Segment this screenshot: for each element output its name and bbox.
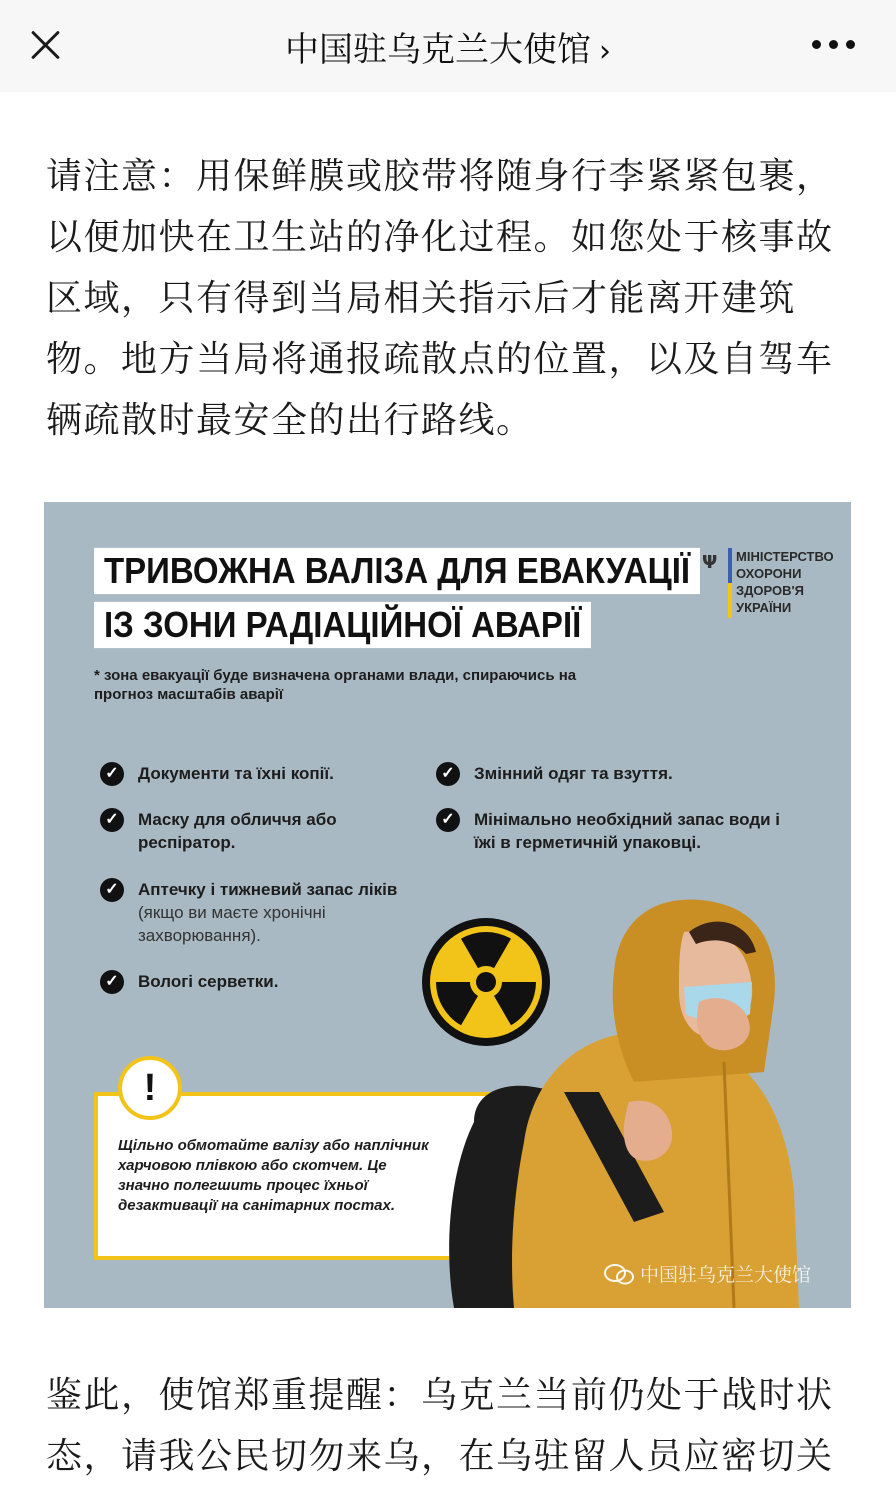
ministry-logo [702, 548, 832, 628]
check-icon: ✓ [100, 762, 124, 786]
warning-text: Щільно обмотайте валізу або наплічник харчовою плівкою або скотчем. Це значно полегшить процес їхньої дезактивації на санітарних постах. [118, 1137, 429, 1214]
checklist-item: ✓ Аптечку і тижневий запас ліків (якщо ви маєте хронічні захворювання). [138, 878, 408, 947]
check-icon: ✓ [436, 762, 460, 786]
check-icon: ✓ [100, 878, 124, 902]
person-illustration [434, 892, 851, 1308]
checklist-item: ✓ Змінний одяг та взуття. [474, 762, 784, 785]
flag-bar [728, 548, 732, 618]
ministry-name: МІНІСТЕРСТВО ОХОРОНИ ЗДОРОВ'Я УКРАЇНИ [736, 549, 834, 615]
infographic-headline: ТРИВОЖНА ВАЛІЗА ДЛЯ ЕВАКУАЦІЇ [94, 548, 700, 594]
check-icon: ✓ [100, 808, 124, 832]
infographic-headline: ІЗ ЗОНИ РАДІАЦІЙНОЇ АВАРІЇ [94, 602, 591, 648]
checklist-item: ✓ Документи та їхні копії. [138, 762, 408, 785]
checklist-item: ✓ Маску для обличчя або респіратор. [138, 808, 408, 854]
infographic-image[interactable] [44, 502, 851, 1308]
checklist-item: ✓ Мінімально необхідний запас води і їжі в герметичній упаковці. [474, 808, 784, 854]
more-dots-icon[interactable] [812, 40, 856, 50]
wechat-icon [604, 1263, 634, 1285]
top-bar [0, 0, 896, 92]
chevron-right-icon: › [599, 34, 611, 69]
check-icon: ✓ [100, 970, 124, 994]
trident-icon: Ψ [702, 552, 718, 573]
evacuation-note: * зона евакуації буде визначена органами влади, спираючись на прогноз масштабів аварії [94, 667, 577, 703]
account-title-text: 中国驻乌克兰大使馆 [285, 30, 591, 70]
account-title[interactable] [0, 22, 896, 71]
check-icon: ✓ [436, 808, 460, 832]
article-paragraph: 请注意：用保鲜膜或胶带将随身行李紧紧包裹，以便加快在卫生站的净化过程。如您处于核事故区域，只有得到当局相关指示后才能离开建筑物。地方当局将通报疏散点的位置，以及自驾车辆疏散时最安全的出行路线。 [46, 156, 834, 441]
exclamation-icon: ! [118, 1056, 182, 1120]
article-paragraph: 鉴此，使馆郑重提醒：乌克兰当前仍处于战时状态，请我公民切勿来乌，在乌驻留人员应密切关 [46, 1375, 834, 1477]
checklist-item: ✓ Вологі серветки. [138, 970, 408, 993]
watermark [604, 1260, 811, 1287]
watermark-text: 中国驻乌克兰大使馆 [640, 1264, 812, 1286]
